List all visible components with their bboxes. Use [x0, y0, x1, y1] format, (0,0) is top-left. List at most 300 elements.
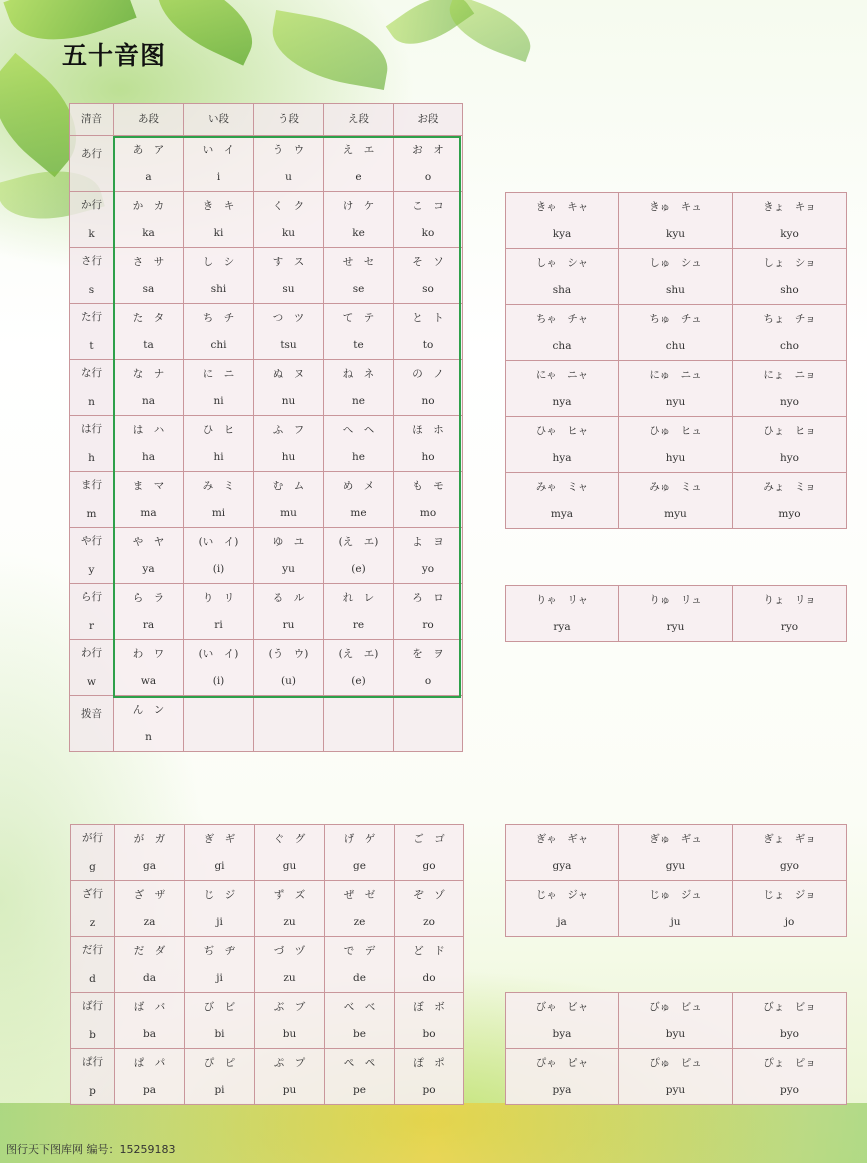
kana-text: ね ネ — [342, 368, 375, 380]
kana-cell — [324, 584, 394, 640]
column-header: お段 — [394, 104, 463, 136]
youon-cell — [619, 993, 733, 1049]
kana-text: にょ ニョ — [763, 369, 816, 381]
kana-cell — [184, 640, 254, 696]
romaji-text: ki — [213, 226, 224, 239]
romaji-text: nyu — [665, 395, 686, 408]
table-row — [70, 248, 463, 304]
youon-cell — [733, 586, 847, 642]
kana-text: う ウ — [272, 144, 305, 156]
kana-cell — [255, 881, 325, 937]
kana-cell — [394, 472, 463, 528]
romaji-text: pu — [282, 1083, 297, 1096]
romaji-text: bo — [422, 1027, 436, 1040]
row-label-kana: わ行 — [81, 647, 102, 659]
romaji-text: bya — [552, 1027, 572, 1040]
kana-text: べ ベ — [343, 1001, 376, 1013]
romaji-text: sha — [552, 283, 572, 296]
youon-cell — [619, 305, 733, 361]
romaji-text: pya — [552, 1083, 572, 1096]
romaji-text: chu — [665, 339, 686, 352]
romaji-text: ga — [143, 859, 156, 872]
kana-text: ば バ — [133, 1001, 166, 1013]
youon-cell — [619, 249, 733, 305]
kana-text: ちゃ チャ — [535, 313, 589, 325]
kana-text: に ニ — [202, 368, 235, 380]
romaji-text: mu — [280, 506, 297, 519]
kana-text: にゅ ニュ — [649, 369, 702, 381]
column-header: い段 — [184, 104, 254, 136]
kana-cell — [394, 360, 463, 416]
romaji-text: jo — [784, 915, 795, 928]
romaji-text: hi — [213, 450, 224, 463]
table-row — [506, 1049, 847, 1105]
kana-text: ぽ ポ — [413, 1057, 445, 1069]
youon-cell — [733, 825, 847, 881]
kana-cell — [395, 825, 464, 881]
kana-text: ぴ ピ — [203, 1057, 236, 1069]
kana-text: わ ワ — [132, 648, 165, 660]
kana-text: じ ジ — [203, 889, 236, 901]
kana-text: (え エ) — [338, 536, 379, 548]
kana-text: ひゅ ヒュ — [649, 425, 702, 437]
romaji-text: gi — [214, 859, 225, 872]
youon-table-2 — [505, 585, 847, 642]
row-label — [70, 584, 114, 640]
kana-text: せ セ — [342, 256, 375, 268]
kana-cell — [254, 528, 324, 584]
kana-text: ちょ チョ — [763, 313, 816, 325]
kana-cell — [325, 881, 395, 937]
kana-text: は ハ — [132, 424, 165, 436]
row-label — [71, 1049, 115, 1105]
kana-text: ぷ プ — [273, 1057, 306, 1069]
kana-text: (え エ) — [338, 648, 379, 660]
row-label-kana: か行 — [81, 199, 102, 211]
kana-cell — [394, 528, 463, 584]
kana-text: ざ ザ — [133, 889, 166, 901]
romaji-text: rya — [553, 620, 571, 633]
romaji-text: za — [143, 915, 156, 928]
row-label — [71, 993, 115, 1049]
kana-text: ぺ ペ — [343, 1057, 376, 1069]
romaji-text: byu — [665, 1027, 686, 1040]
kana-text: ぬ ヌ — [272, 368, 305, 380]
row-label-kana: さ行 — [81, 255, 102, 267]
header-row — [70, 104, 463, 136]
romaji-text: i — [216, 170, 221, 183]
row-label-roman: w — [87, 675, 96, 688]
kana-text: ぞ ゾ — [413, 889, 445, 901]
youon-cell — [506, 417, 619, 473]
romaji-text: ge — [353, 859, 366, 872]
kana-cell — [255, 1049, 325, 1105]
kana-text: ぐ グ — [273, 833, 306, 845]
youon-table-3 — [505, 824, 847, 937]
romaji-text: ri — [214, 618, 223, 631]
kana-cell — [115, 825, 185, 881]
table-row — [71, 937, 464, 993]
romaji-text: o — [424, 674, 432, 687]
romaji-text: (u) — [281, 674, 296, 687]
romaji-text: hu — [281, 450, 296, 463]
kana-text: ひ ヒ — [202, 424, 235, 436]
kana-text: りゃ リャ — [535, 594, 589, 606]
row-label-kana: 拨音 — [81, 708, 102, 721]
youon-cell — [733, 249, 847, 305]
kana-cell — [324, 472, 394, 528]
kana-text: ぴゃ ピャ — [535, 1057, 589, 1069]
kana-text: る ル — [272, 592, 305, 604]
kana-cell — [184, 248, 254, 304]
romaji-text: nya — [552, 395, 572, 408]
table-row — [506, 473, 847, 529]
kana-cell — [394, 640, 463, 696]
youon-cell — [506, 993, 619, 1049]
kana-cell — [324, 304, 394, 360]
kana-text: こ コ — [412, 200, 444, 212]
youon-cell — [506, 881, 619, 937]
romaji-text: kyo — [780, 227, 799, 240]
kana-cell — [114, 528, 184, 584]
row-label-kana: ざ行 — [82, 888, 103, 900]
kana-text: め メ — [342, 480, 375, 492]
row-label-kana: あ行 — [81, 148, 102, 161]
kana-text: あ ア — [132, 144, 165, 156]
table-row — [70, 696, 463, 752]
kana-cell — [394, 136, 463, 192]
romaji-text: to — [422, 338, 434, 351]
romaji-text: ba — [143, 1027, 156, 1040]
kana-text: みょ ミョ — [763, 481, 816, 493]
kana-text: よ ヨ — [412, 536, 444, 548]
kana-cell — [324, 640, 394, 696]
kana-cell — [394, 416, 463, 472]
kana-text: び ビ — [203, 1001, 236, 1013]
youon-cell — [619, 825, 733, 881]
table-row — [70, 360, 463, 416]
kana-cell — [254, 584, 324, 640]
kana-cell — [254, 136, 324, 192]
empty-cell — [324, 696, 394, 752]
table-row — [70, 304, 463, 360]
romaji-text: me — [350, 506, 367, 519]
youon-table-1 — [505, 192, 847, 529]
row-label-kana: や行 — [81, 535, 102, 547]
kana-text: く ク — [272, 200, 305, 212]
kana-text: て テ — [342, 312, 375, 324]
kana-text: れ レ — [342, 592, 375, 604]
romaji-text: ru — [282, 618, 295, 631]
row-label-roman: d — [89, 972, 96, 985]
row-label-roman: y — [88, 563, 95, 576]
romaji-text: (i) — [212, 674, 225, 687]
romaji-text: cho — [780, 339, 799, 352]
row-label — [70, 416, 114, 472]
kana-cell — [185, 1049, 255, 1105]
kana-text: じゅ ジュ — [649, 889, 702, 901]
kana-cell — [324, 192, 394, 248]
romaji-text: myu — [664, 507, 687, 520]
table-row — [71, 825, 464, 881]
kana-text: り リ — [202, 592, 235, 604]
kana-cell — [185, 881, 255, 937]
kana-cell — [254, 640, 324, 696]
kana-cell — [114, 136, 184, 192]
kana-text: ゆ ユ — [272, 536, 305, 548]
kana-text: ぢ ヂ — [203, 945, 236, 957]
footer-watermark: 图行天下图库网 编号：15259183 — [6, 1143, 176, 1156]
kana-text: や ヤ — [132, 536, 165, 548]
kana-text: す ス — [272, 256, 305, 268]
romaji-text: yo — [421, 562, 435, 575]
youon-cell — [733, 881, 847, 937]
youon-cell — [619, 881, 733, 937]
row-label-roman: z — [89, 916, 96, 929]
kana-text: しゅ シュ — [649, 257, 702, 269]
kana-text: ぼ ボ — [413, 1001, 445, 1013]
romaji-text: he — [352, 450, 365, 463]
romaji-text: zu — [283, 971, 296, 984]
row-label — [70, 472, 114, 528]
kana-cell — [185, 993, 255, 1049]
kana-text: ぶ ブ — [273, 1001, 306, 1013]
romaji-text: ha — [141, 450, 156, 463]
romaji-text: go — [422, 859, 436, 872]
romaji-text: u — [285, 170, 292, 183]
romaji-text: hya — [552, 451, 572, 464]
kana-text: そ ソ — [412, 256, 444, 268]
kana-cell — [254, 192, 324, 248]
kana-text: づ ヅ — [273, 945, 306, 957]
youon-cell — [619, 586, 733, 642]
kana-text: と ト — [412, 312, 444, 324]
kana-cell — [114, 640, 184, 696]
row-label — [70, 192, 114, 248]
kana-text: ぴゅ ピュ — [649, 1057, 702, 1069]
kana-cell — [255, 993, 325, 1049]
romaji-text: (i) — [212, 562, 225, 575]
romaji-text: so — [422, 282, 434, 295]
kana-text: の ノ — [412, 368, 444, 380]
romaji-text: pyu — [665, 1083, 686, 1096]
column-header: 清音 — [70, 104, 114, 136]
youon-cell — [619, 473, 733, 529]
youon-cell — [506, 825, 619, 881]
kana-text: お オ — [412, 144, 444, 156]
table-row — [70, 584, 463, 640]
romaji-text: pa — [143, 1083, 156, 1096]
kana-text: へ ヘ — [342, 424, 375, 436]
kana-cell — [184, 584, 254, 640]
row-label-kana: た行 — [81, 311, 102, 323]
kana-text: ん ン — [132, 704, 165, 716]
table-row — [70, 472, 463, 528]
romaji-text: shu — [666, 283, 685, 296]
romaji-text: myo — [778, 507, 801, 520]
romaji-text: e — [355, 170, 362, 183]
romaji-text: o — [424, 170, 432, 183]
kana-cell — [255, 825, 325, 881]
kana-cell — [114, 416, 184, 472]
kana-text: む ム — [272, 480, 305, 492]
row-label-roman: r — [88, 619, 95, 632]
kana-text: ひょ ヒョ — [763, 425, 816, 437]
romaji-text: mi — [211, 506, 226, 519]
kana-text: きゅ キュ — [649, 201, 702, 213]
romaji-text: gyu — [665, 859, 686, 872]
kana-text: ちゅ チュ — [649, 313, 702, 325]
romaji-text: ho — [421, 450, 435, 463]
kana-text: ぴょ ピョ — [763, 1057, 816, 1069]
kana-cell — [115, 1049, 185, 1105]
kana-cell — [324, 416, 394, 472]
kana-cell — [395, 1049, 464, 1105]
table-row — [71, 1049, 464, 1105]
kana-cell — [184, 360, 254, 416]
column-header: あ段 — [114, 104, 184, 136]
kana-text: みゅ ミュ — [649, 481, 702, 493]
kana-text: じょ ジョ — [763, 889, 816, 901]
kana-text: ひゃ ヒャ — [535, 425, 589, 437]
youon-cell — [733, 305, 847, 361]
kana-text: ぎゃ ギャ — [535, 833, 589, 845]
kana-text: びゅ ビュ — [649, 1001, 702, 1013]
romaji-text: pe — [353, 1083, 366, 1096]
kana-text: ほ ホ — [412, 424, 444, 436]
kana-cell — [394, 192, 463, 248]
column-header: え段 — [324, 104, 394, 136]
table-row — [506, 881, 847, 937]
romaji-text: zo — [423, 915, 435, 928]
table-row — [506, 193, 847, 249]
row-label — [71, 825, 115, 881]
romaji-text: ku — [281, 226, 296, 239]
row-label-roman: k — [88, 227, 95, 240]
kana-cell — [115, 993, 185, 1049]
romaji-text: chi — [210, 338, 227, 351]
row-label — [70, 640, 114, 696]
romaji-text: pi — [214, 1083, 225, 1096]
kana-text: け ケ — [342, 200, 375, 212]
romaji-text: ma — [140, 506, 157, 519]
kana-cell — [115, 881, 185, 937]
row-label-roman: t — [89, 339, 94, 352]
romaji-text: be — [353, 1027, 366, 1040]
kana-cell — [395, 993, 464, 1049]
kana-text: き キ — [202, 200, 235, 212]
romaji-text: shi — [210, 282, 227, 295]
table-row — [506, 249, 847, 305]
kana-text: ま マ — [132, 480, 165, 492]
youon-cell — [506, 1049, 619, 1105]
youon-cell — [619, 193, 733, 249]
gojuon-table — [69, 103, 463, 752]
table-row — [70, 416, 463, 472]
youon-table-4 — [505, 992, 847, 1105]
table-row — [506, 361, 847, 417]
column-header: う段 — [254, 104, 324, 136]
kana-text: (い イ) — [198, 648, 239, 660]
romaji-text: nyo — [779, 395, 800, 408]
kana-text: きょ キョ — [763, 201, 816, 213]
romaji-text: n — [145, 730, 152, 743]
table-row — [70, 136, 463, 192]
kana-cell — [114, 472, 184, 528]
romaji-text: bu — [282, 1027, 297, 1040]
romaji-text: sho — [780, 283, 799, 296]
youon-cell — [733, 1049, 847, 1105]
kana-cell — [114, 584, 184, 640]
kana-cell — [394, 248, 463, 304]
row-label-roman: m — [86, 507, 97, 520]
romaji-text: ryo — [780, 620, 799, 633]
row-label — [70, 248, 114, 304]
kana-text: い イ — [202, 144, 235, 156]
kana-text: ず ズ — [273, 889, 306, 901]
romaji-text: gya — [552, 859, 572, 872]
kana-text: ろ ロ — [412, 592, 444, 604]
romaji-text: se — [352, 282, 365, 295]
leaf-decoration — [441, 0, 539, 62]
kana-text: だ ダ — [133, 945, 166, 957]
romaji-text: (e) — [351, 674, 366, 687]
romaji-text: re — [352, 618, 365, 631]
romaji-text: sa — [142, 282, 155, 295]
romaji-text: cha — [552, 339, 572, 352]
kana-cell — [185, 825, 255, 881]
kana-text: りゅ リュ — [649, 594, 702, 606]
romaji-text: (e) — [351, 562, 366, 575]
kana-cell — [324, 528, 394, 584]
row-label — [70, 304, 114, 360]
romaji-text: ni — [213, 394, 224, 407]
page-title: 五十音图 — [62, 41, 167, 70]
romaji-text: de — [353, 971, 366, 984]
kana-text: じゃ ジャ — [535, 889, 589, 901]
row-label-kana: な行 — [81, 367, 102, 379]
romaji-text: a — [145, 170, 152, 183]
youon-cell — [506, 249, 619, 305]
youon-cell — [733, 193, 847, 249]
romaji-text: nu — [281, 394, 296, 407]
kana-text: (う ウ) — [268, 648, 309, 660]
table-row — [70, 192, 463, 248]
youon-cell — [733, 473, 847, 529]
kana-cell — [184, 416, 254, 472]
romaji-text: bi — [214, 1027, 225, 1040]
kana-cell — [184, 528, 254, 584]
youon-cell — [506, 361, 619, 417]
kana-cell — [114, 360, 184, 416]
romaji-text: hyu — [665, 451, 686, 464]
kana-text: ど ド — [413, 945, 445, 957]
romaji-text: ya — [142, 562, 155, 575]
kana-text: で デ — [343, 945, 376, 957]
romaji-text: na — [141, 394, 156, 407]
kana-text: さ サ — [132, 256, 165, 268]
kana-cell — [184, 192, 254, 248]
romaji-text: po — [422, 1083, 436, 1096]
romaji-text: pyo — [780, 1083, 799, 1096]
kana-cell — [114, 696, 184, 752]
youon-cell — [506, 473, 619, 529]
kana-text: みゃ ミャ — [535, 481, 589, 493]
kana-text: びょ ビョ — [763, 1001, 816, 1013]
kana-text: し シ — [202, 256, 235, 268]
romaji-text: ja — [557, 915, 567, 928]
row-label-roman: p — [89, 1084, 96, 1097]
